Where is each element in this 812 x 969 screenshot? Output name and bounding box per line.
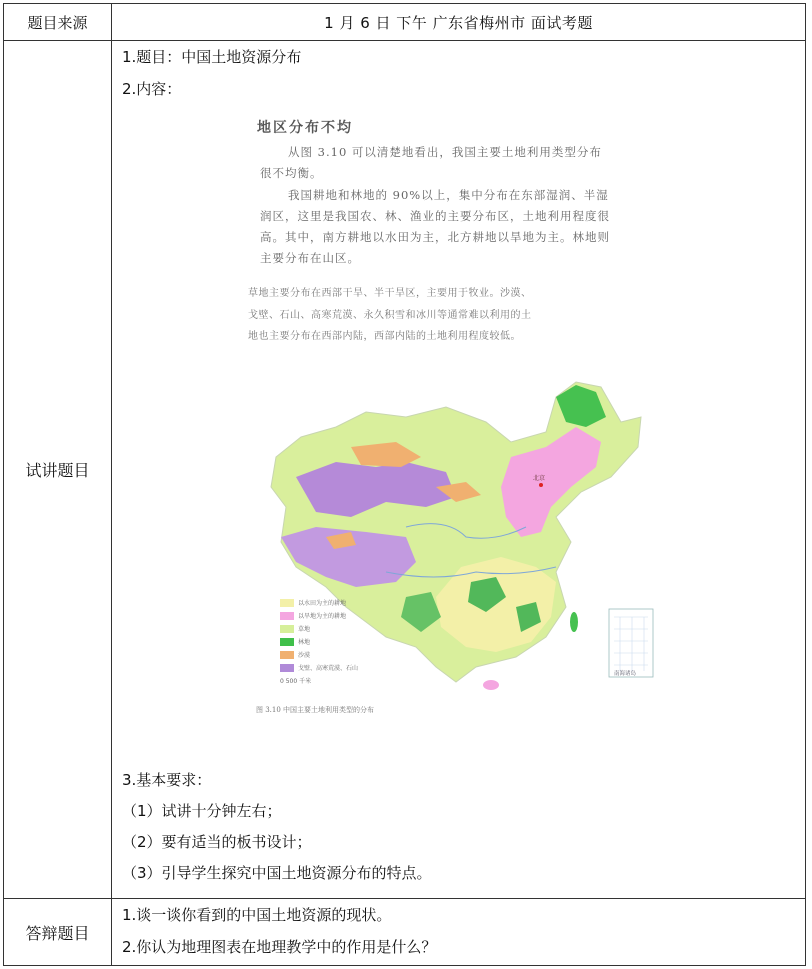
south-sea-label: 南海诸岛 <box>614 671 637 677</box>
requirement-item: （2）要有适当的板书设计； <box>122 833 312 851</box>
defense-content <box>112 899 806 966</box>
content-label: 2.内容： <box>122 80 182 98</box>
legend-item: 戈壁、高寒荒漠、石山 <box>280 661 358 674</box>
requirement-item: （3）引导学生探究中国土地资源分布的特点。 <box>122 864 432 882</box>
lecture-label: 试讲题目 <box>4 41 112 899</box>
map-legend <box>280 596 358 687</box>
legend-swatch <box>280 638 294 646</box>
legend-swatch <box>280 625 294 633</box>
defense-question: 2.你认为地理图表在地理教学中的作用是什么？ <box>122 938 437 956</box>
legend-swatch <box>280 599 294 607</box>
beijing-marker <box>539 483 543 487</box>
legend-item: 以旱地为主的耕地 <box>280 609 358 622</box>
defense-label: 答辩题目 <box>4 899 112 966</box>
requirement-item: （1）试讲十分钟左右； <box>122 802 282 820</box>
legend-swatch <box>280 664 294 672</box>
legend-item: 林地 <box>280 635 358 648</box>
beijing-label: 北京 <box>533 475 546 482</box>
legend-swatch <box>280 612 294 620</box>
lecture-topic: 1.题目：中国土地资源分布 <box>122 48 302 66</box>
source-title: 1 月 6 日 下午 广东省梅州市 面试考题 <box>112 4 806 41</box>
textbook-paragraph-2: 我国耕地和林地的 90%以上，集中分布在东部湿润、半湿润区，这里是我国农、林、渔业的主要分布区，土地利用程度很高。其中，南方耕地以水田为主，北方耕地以旱地为主。林地则主要分布在山区。 <box>260 188 610 265</box>
exam-table <box>3 3 806 966</box>
legend-item: 沙漠 <box>280 648 358 661</box>
textbook-section-title: 地区分布不均 <box>257 120 353 136</box>
map-scale: 0 500 千米 <box>280 678 312 685</box>
source-label: 题目来源 <box>4 4 112 41</box>
textbook-paragraph-3: 草地主要分布在西部干旱、半干旱区，主要用于牧业。沙漠、戈壁、石山、高寒荒漠、永久积雪和冰川等通常难以利用的土地也主要分布在西部内陆，西部内陆的土地利用程度较低。 <box>248 288 532 342</box>
legend-item: 草地 <box>280 622 358 635</box>
map-caption: 图 3.10 中国主要土地利用类型的分布 <box>256 706 375 714</box>
textbook-paragraph-1: 从图 3.10 可以清楚地看出，我国主要土地利用类型分布很不均衡。 <box>260 145 602 180</box>
map-taiwan <box>570 612 578 632</box>
lecture-content <box>112 41 806 899</box>
defense-question: 1.谈一谈你看到的中国土地资源的现状。 <box>122 906 392 924</box>
south-sea-inset <box>609 609 653 677</box>
textbook-excerpt <box>112 105 805 765</box>
requirements-label: 3.基本要求： <box>122 771 212 789</box>
map-hainan <box>483 680 499 690</box>
legend-swatch <box>280 651 294 659</box>
legend-item: 以水田为主的耕地 <box>280 596 358 609</box>
